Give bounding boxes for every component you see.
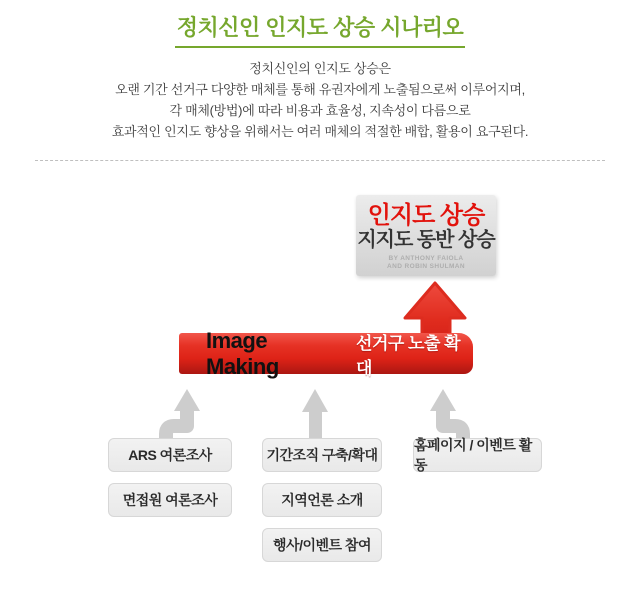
intro-line: 각 매체(방법)에 따라 비용과 효율성, 지속성이 다름으로 bbox=[169, 103, 471, 118]
result-byline-line1: BY ANTHONY FAIOLA bbox=[388, 255, 464, 262]
right-bent-up-arrow-icon bbox=[430, 389, 463, 440]
result-subtitle: 지지도 동반 상승 bbox=[357, 229, 495, 251]
result-byline bbox=[356, 255, 496, 271]
method-box-label: ARS 여론조사 bbox=[128, 447, 212, 463]
bar-label-ko: 선거구 노출 확대 bbox=[356, 333, 461, 378]
dashed-divider bbox=[35, 160, 605, 161]
method-box-organization bbox=[262, 438, 382, 472]
image-making-bar bbox=[179, 327, 473, 379]
method-box-label: 기간조직 구축/확대 bbox=[266, 447, 378, 463]
result-title: 인지도 상승 bbox=[367, 202, 485, 229]
intro-line: 오랜 기간 선거구 다양한 매체를 통해 유권자에게 노출됨으로써 이루어지며, bbox=[115, 82, 525, 97]
bar-label-en: Image Making bbox=[206, 327, 279, 379]
center-up-arrow-icon bbox=[302, 389, 328, 438]
result-box bbox=[356, 195, 496, 276]
method-box-label: 지역언론 소개 bbox=[281, 492, 363, 508]
left-bent-up-arrow-icon bbox=[166, 389, 200, 440]
method-box-label: 행사/이벤트 참여 bbox=[273, 537, 371, 553]
method-box-local-media bbox=[262, 483, 382, 517]
result-byline-line2: AND ROBIN SHULMAN bbox=[387, 263, 465, 270]
method-box-homepage-event bbox=[413, 438, 542, 472]
method-box-label: 홈페이지 / 이벤트 활동 bbox=[414, 437, 532, 473]
intro-line: 효과적인 인지도 향상을 위해서는 여러 매체의 적절한 배합, 활용이 요구된다. bbox=[111, 124, 529, 139]
method-box-interview-poll bbox=[108, 483, 232, 517]
intro-paragraph bbox=[0, 58, 640, 142]
method-box-event-participation bbox=[262, 528, 382, 562]
intro-line: 정치신인의 인지도 상승은 bbox=[249, 61, 391, 76]
method-box-label: 면접원 여론조사 bbox=[122, 492, 218, 508]
page-title-text: 정치신인 인지도 상승 시나리오 bbox=[175, 11, 466, 48]
page-title bbox=[0, 11, 640, 48]
method-box-ars-poll bbox=[108, 438, 232, 472]
